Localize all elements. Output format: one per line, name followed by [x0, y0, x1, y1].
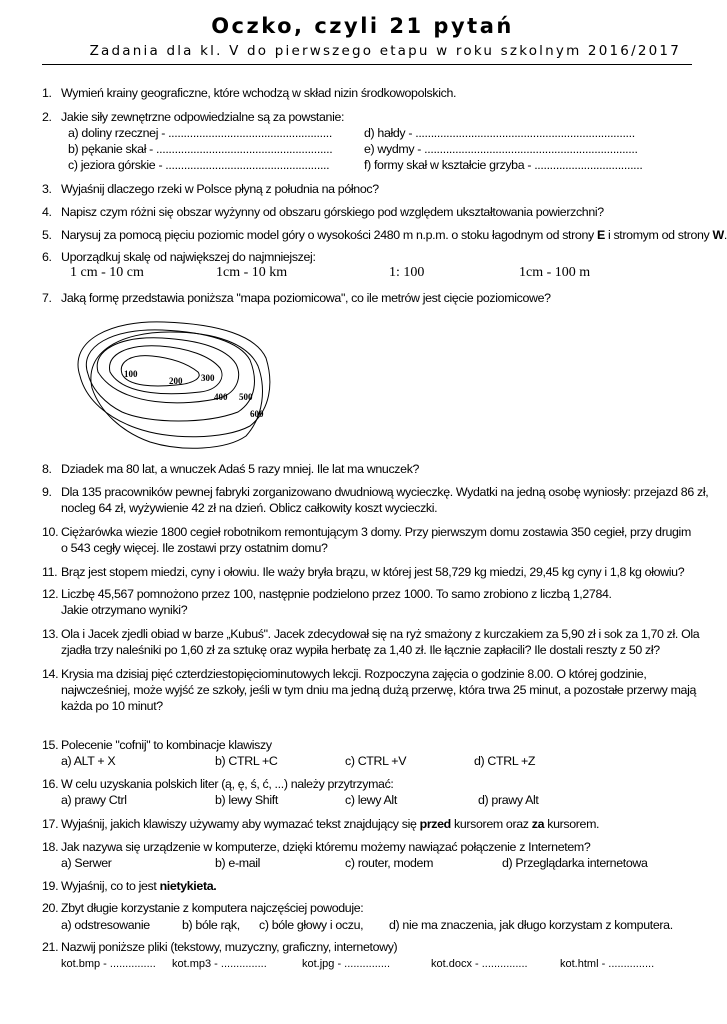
answer-option-a: a) Serwer	[61, 856, 112, 870]
file-name-blank: kot.bmp - ...............	[61, 958, 156, 970]
answer-option-d: d) Przeglądarka internetowa	[502, 856, 648, 870]
question-text: W celu uzyskania polskich liter (ą, ę, ś, ć, ...) należy przytrzymać:	[61, 777, 394, 791]
question-number: 21.	[42, 940, 59, 954]
contour-map	[70, 318, 285, 452]
question-text: Uporządkuj skalę od największej do najmniejszej:	[61, 250, 316, 264]
answer-option-c: c) router, modem	[345, 856, 434, 870]
question-number: 6.	[42, 250, 52, 264]
question-text: Jaką formę przedstawia poniższa "mapa poziomicowa", co ile metrów jest cięcie poziomicowe?	[61, 291, 551, 305]
answer-line-b: b) pękanie skał - .........................................................	[68, 142, 333, 156]
question-text-continued: każda po 10 minut?	[61, 699, 163, 713]
question-number: 12.	[42, 587, 59, 601]
question-text: Narysuj za pomocą pięciu poziomic model góry o wysokości 2480 m n.p.m. o stoku łagodnym od strony E i stromym od strony W.	[61, 228, 727, 242]
question-text: Wyjaśnij dlaczego rzeki w Polsce płyną z południa na północ?	[61, 182, 379, 196]
question-number: 1.	[42, 86, 52, 100]
answer-option-d: d) prawy Alt	[478, 793, 539, 807]
contour-label: 600	[250, 409, 264, 419]
question-text-continued: zjadła trzy naleśniki po 1,60 zł za sztukę oraz wypiła herbatę za 1,40 zł. Ile łącznie zapłacili? Ile dostali reszty z 50 zł?	[61, 643, 660, 657]
page-subtitle: Zadania dla kl. V do pierwszego etapu w roku szkolnym 2016/2017	[89, 43, 681, 59]
answer-option-c: c) CTRL +V	[345, 754, 407, 768]
question-number: 5.	[42, 228, 52, 242]
question-text-continued: najwcześniej, może wyjść ze szkoły, jeśli w tym dniu ma jedną dużą przerwę, która trwa 25 minut, a pozostałe przerwy mają	[61, 683, 697, 697]
question-text: Napisz czym różni się obszar wyżynny od obszaru górskiego pod względem ukształtowania powierzchni?	[61, 205, 604, 219]
file-name-blank: kot.mp3 - ...............	[172, 958, 267, 970]
question-number: 15.	[42, 738, 59, 752]
answer-line-d: d) hałdy - .......................................................................	[364, 126, 635, 140]
answer-option-b: b) bóle rąk,	[182, 918, 240, 932]
question-number: 7.	[42, 291, 52, 305]
question-text: Dziadek ma 80 lat, a wnuczek Adaś 5 razy mniej. Ile lat ma wnuczek?	[61, 462, 420, 476]
file-name-blank: kot.jpg - ...............	[302, 958, 391, 970]
answer-option-c: c) lewy Alt	[345, 793, 397, 807]
question-number: 9.	[42, 485, 52, 499]
question-text: Ola i Jacek zjedli obiad w barze „Kubuś". Jacek zdecydował się na ryż smażony z kurczakiem za 5,90 zł i sok za 1,70 zł. Ola	[61, 627, 700, 641]
scale-option: 1cm - 10 km	[216, 265, 288, 280]
question-text: Jakie siły zewnętrzne odpowiedzialne są za powstanie:	[61, 110, 345, 124]
question-text: Brąz jest stopem miedzi, cyny i ołowiu. Ile waży bryła brązu, w której jest 58,729 kg miedzi, 29,45 kg cyny i 1,8 kg ołowiu?	[61, 565, 685, 579]
question-number: 17.	[42, 817, 59, 831]
contour-label: 500	[239, 392, 253, 402]
question-text: Wyjaśnij, jakich klawiszy używamy aby wymazać tekst znajdujący się przed kursorem oraz za kursorem.	[61, 817, 600, 831]
answer-option-b: b) CTRL +C	[215, 754, 278, 768]
question-text: Nazwij poniższe pliki (tekstowy, muzyczny, graficzny, internetowy)	[61, 940, 398, 954]
file-name-blank: kot.html - ...............	[560, 958, 655, 970]
question-text: Wyjaśnij, co to jest nietykieta.	[61, 879, 217, 893]
answer-option-d: d) CTRL +Z	[474, 754, 536, 768]
scale-option: 1cm - 100 m	[519, 265, 591, 280]
answer-line-e: e) wydmy - .....................................................................	[364, 142, 638, 156]
question-text: Polecenie "cofnij" to kombinacje klawiszy	[61, 738, 272, 752]
file-name-blank: kot.docx - ...............	[431, 958, 528, 970]
header-divider	[42, 64, 692, 65]
answer-option-b: b) lewy Shift	[215, 793, 278, 807]
contour-label: 200	[169, 376, 183, 386]
question-text-continued: Jakie otrzymano wyniki?	[61, 603, 188, 617]
answer-option-b: b) e-mail	[215, 856, 261, 870]
question-number: 8.	[42, 462, 52, 476]
question-text: Zbyt długie korzystanie z komputera najczęściej powoduje:	[61, 901, 364, 915]
answer-line-a: a) doliny rzecznej - .....................................................	[68, 126, 332, 140]
question-text-continued: o 543 cegły więcej. Ile zostawi przy ostatnim domu?	[61, 541, 328, 555]
question-number: 3.	[42, 182, 52, 196]
question-number: 10.	[42, 525, 59, 539]
page-title: Oczko, czyli 21 pytań	[211, 14, 514, 38]
answer-option-a: a) prawy Ctrl	[61, 793, 127, 807]
question-number: 14.	[42, 667, 59, 681]
contour-label: 300	[201, 373, 215, 383]
question-text: Liczbę 45,567 pomnożono przez 100, następnie podzielono przez 1000. To samo zrobiono z liczbą 1,2784.	[61, 587, 612, 601]
question-number: 4.	[42, 205, 52, 219]
question-number: 16.	[42, 777, 59, 791]
answer-line-c: c) jeziora górskie - .....................................................	[68, 158, 330, 172]
question-number: 18.	[42, 840, 59, 854]
scale-option: 1: 100	[389, 265, 425, 280]
contour-label: 400	[214, 392, 228, 402]
question-text: Ciężarówka wiezie 1800 cegieł robotnikom remontującym 3 domy. Przy pierwszym domu zostawia 350 cegieł, przy drugim	[61, 525, 691, 539]
answer-option-a: a) odstresowanie	[61, 918, 150, 932]
scale-option: 1 cm - 10 cm	[70, 265, 144, 280]
question-number: 13.	[42, 627, 59, 641]
answer-line-f: f) formy skał w kształcie grzyba - ...................................	[364, 158, 643, 172]
question-text: Dla 135 pracowników pewnej fabryki zorganizowano dwudniową wycieczkę. Wydatki na jedną osobę wyniosły: przejazd 86 zł,	[61, 485, 709, 499]
question-text-continued: nocleg 64 zł, wyżywienie 42 zł na dzień. Oblicz całkowity koszt wycieczki.	[61, 501, 438, 515]
question-text: Jak nazywa się urządzenie w komputerze, dzięki któremu możemy nawiązać połączenie z Internetem?	[61, 840, 591, 854]
answer-option-c: c) bóle głowy i oczu,	[259, 918, 364, 932]
contour-label: 100	[124, 369, 138, 379]
question-number: 2.	[42, 110, 52, 124]
question-number: 19.	[42, 879, 59, 893]
question-text: Wymień krainy geograficzne, które wchodzą w skład nizin środkowopolskich.	[61, 86, 457, 100]
answer-option-d: d) nie ma znaczenia, jak długo korzystam z komputera.	[389, 918, 673, 932]
question-number: 20.	[42, 901, 59, 915]
question-text: Krysia ma dzisiaj pięć czterdziestopięciominutowych lekcji. Rozpoczyna zajęcia o godzinie 8.00. O której godzinie,	[61, 667, 647, 681]
answer-option-a: a) ALT + X	[61, 754, 116, 768]
question-number: 11.	[42, 565, 58, 579]
